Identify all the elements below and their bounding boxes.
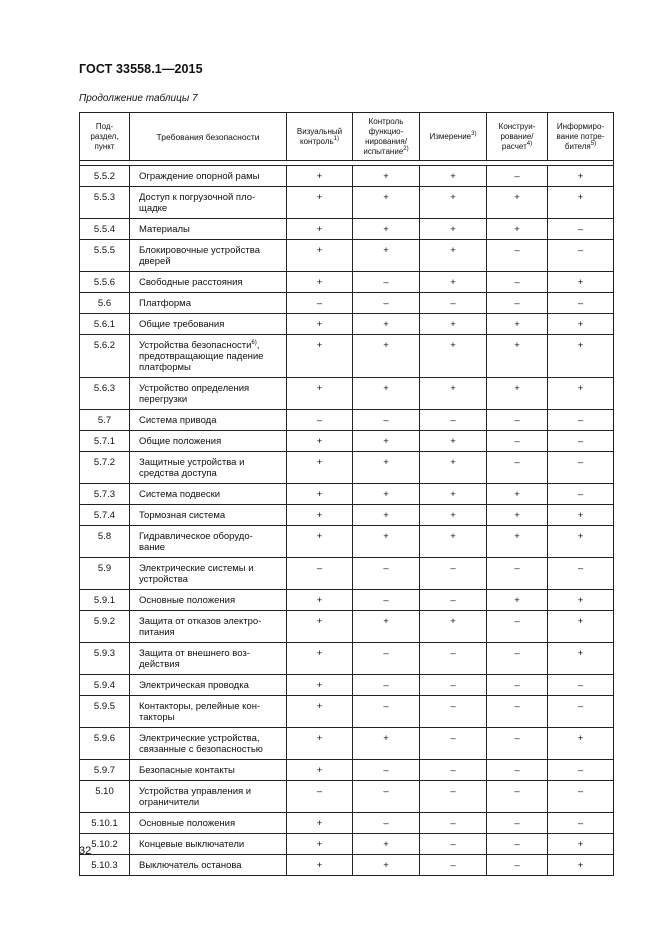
visual-mark: + (287, 314, 353, 335)
requirement-text (130, 675, 287, 696)
function-mark: + (353, 166, 420, 187)
requirement-line: дверей (139, 256, 171, 267)
function-mark: – (353, 558, 420, 590)
measure-mark: – (420, 781, 487, 813)
requirement-line: устройства (139, 574, 188, 585)
design-mark: + (487, 590, 548, 611)
function-mark: + (353, 855, 420, 876)
requirement-line: Основные положения (139, 818, 236, 829)
design-mark: + (487, 314, 548, 335)
design-mark: – (487, 855, 548, 876)
visual-mark: + (287, 526, 353, 558)
function-mark: + (353, 526, 420, 558)
section-number: 5.6 (80, 293, 130, 314)
requirement-text (130, 728, 287, 760)
info-mark: + (548, 166, 614, 187)
function-mark: – (353, 781, 420, 813)
design-mark: – (487, 813, 548, 834)
requirement-text (130, 240, 287, 272)
measure-mark: + (420, 611, 487, 643)
info-mark: – (548, 675, 614, 696)
function-mark: + (353, 240, 420, 272)
measure-mark: – (420, 813, 487, 834)
visual-mark: + (287, 728, 353, 760)
header-user-info: Информиро- вание потре- бителя$^{5)}$ (548, 113, 614, 161)
requirement-line: средства доступа (139, 468, 217, 479)
visual-mark: – (287, 781, 353, 813)
visual-mark: – (287, 293, 353, 314)
design-mark: + (487, 505, 548, 526)
requirement-line: Основные положения (139, 595, 236, 606)
visual-mark: + (287, 675, 353, 696)
info-mark: – (548, 431, 614, 452)
requirement-line: Блокировочные устройства (139, 245, 260, 256)
table-row (80, 590, 614, 611)
table-row (80, 431, 614, 452)
requirement-line: Общие требования (139, 319, 225, 330)
requirement-text (130, 272, 287, 293)
measure-mark: + (420, 240, 487, 272)
section-number: 5.7.4 (80, 505, 130, 526)
design-mark: + (487, 378, 548, 410)
table-row (80, 855, 614, 876)
measure-mark: + (420, 378, 487, 410)
requirement-line: Ограждение опорной рамы (139, 171, 260, 182)
info-mark: + (548, 187, 614, 219)
table-row (80, 558, 614, 590)
function-mark: – (353, 272, 420, 293)
info-mark: – (548, 452, 614, 484)
function-mark: + (353, 335, 420, 378)
table-row (80, 675, 614, 696)
table-row (80, 314, 614, 335)
requirement-line: предотвращающие падение (139, 351, 264, 362)
info-mark: – (548, 293, 614, 314)
design-mark: – (487, 240, 548, 272)
function-mark: – (353, 813, 420, 834)
function-mark: – (353, 675, 420, 696)
info-mark: + (548, 590, 614, 611)
requirement-text (130, 484, 287, 505)
requirement-line: Система привода (139, 415, 217, 426)
header-design-calc: Конструи- рование/ расчет$^{4)}$ (487, 113, 548, 161)
info-mark: – (548, 760, 614, 781)
measure-mark: + (420, 166, 487, 187)
function-mark: – (353, 643, 420, 675)
table-row (80, 781, 614, 813)
info-mark: – (548, 484, 614, 505)
section-number: 5.7.2 (80, 452, 130, 484)
requirement-line: Защита от отказов электро- (139, 616, 262, 627)
table-header (80, 113, 614, 166)
measure-mark: – (420, 590, 487, 611)
visual-mark: + (287, 219, 353, 240)
requirement-line: Свободные расстояния (139, 277, 243, 288)
requirement-line: Система подвески (139, 489, 221, 500)
requirement-line: платформы (139, 362, 191, 373)
measure-mark: + (420, 452, 487, 484)
visual-mark: + (287, 760, 353, 781)
function-mark: + (353, 378, 420, 410)
info-mark: + (548, 643, 614, 675)
measure-mark: – (420, 834, 487, 855)
section-number: 5.9.4 (80, 675, 130, 696)
requirement-line: Устройства управления и (139, 786, 252, 797)
function-mark: + (353, 484, 420, 505)
requirement-text (130, 505, 287, 526)
visual-mark: + (287, 272, 353, 293)
function-mark: – (353, 590, 420, 611)
visual-mark: + (287, 611, 353, 643)
header-measurement: Измерение$^{3)}$ (420, 113, 487, 161)
header-function-test: Контроль функцио- нирования/ испытание$^{2)}$ (353, 113, 420, 161)
design-mark: + (487, 219, 548, 240)
function-mark: + (353, 611, 420, 643)
visual-mark: + (287, 187, 353, 219)
footnote-marker: 6) (251, 340, 257, 346)
visual-mark: – (287, 410, 353, 431)
section-number: 5.10.2 (80, 834, 130, 855)
function-mark: – (353, 410, 420, 431)
table-row (80, 293, 614, 314)
visual-mark: + (287, 813, 353, 834)
design-mark: – (487, 675, 548, 696)
measure-mark: + (420, 526, 487, 558)
requirement-text (130, 452, 287, 484)
info-mark: – (548, 219, 614, 240)
section-number: 5.8 (80, 526, 130, 558)
info-mark: + (548, 526, 614, 558)
table-row (80, 728, 614, 760)
measure-mark: – (420, 675, 487, 696)
design-mark: + (487, 526, 548, 558)
requirement-line: действия (139, 659, 180, 670)
table-row (80, 219, 614, 240)
visual-mark: + (287, 590, 353, 611)
section-number: 5.6.1 (80, 314, 130, 335)
requirement-line: Защитные устройства и (139, 457, 245, 468)
section-number: 5.10.1 (80, 813, 130, 834)
table-row (80, 187, 614, 219)
requirement-line: Электрическая проводка (139, 680, 249, 691)
design-mark: – (487, 410, 548, 431)
design-mark: + (487, 335, 548, 378)
visual-mark: + (287, 505, 353, 526)
design-mark: – (487, 272, 548, 293)
section-number: 5.7 (80, 410, 130, 431)
measure-mark: + (420, 219, 487, 240)
design-mark: + (487, 484, 548, 505)
section-number: 5.6.3 (80, 378, 130, 410)
requirement-line: Концевые выключатели (139, 839, 245, 850)
section-number: 5.7.1 (80, 431, 130, 452)
visual-mark: + (287, 240, 353, 272)
measure-mark: – (420, 696, 487, 728)
section-number: 5.9.1 (80, 590, 130, 611)
design-mark: – (487, 452, 548, 484)
design-mark: – (487, 760, 548, 781)
design-mark: – (487, 834, 548, 855)
section-number: 5.10.3 (80, 855, 130, 876)
visual-mark: + (287, 834, 353, 855)
measure-mark: + (420, 505, 487, 526)
header-requirements: Требования безопасности (130, 113, 287, 161)
measure-mark: + (420, 484, 487, 505)
table-row (80, 452, 614, 484)
function-mark: + (353, 187, 420, 219)
measure-mark: – (420, 558, 487, 590)
design-mark: – (487, 166, 548, 187)
page-number: 32 (79, 845, 92, 857)
section-number: 5.9.6 (80, 728, 130, 760)
function-mark: – (353, 696, 420, 728)
info-mark: – (548, 558, 614, 590)
visual-mark: + (287, 431, 353, 452)
info-mark: – (548, 410, 614, 431)
info-mark: + (548, 611, 614, 643)
requirement-text (130, 643, 287, 675)
function-mark: + (353, 314, 420, 335)
visual-mark: + (287, 378, 353, 410)
requirement-line: Материалы (139, 224, 190, 235)
requirement-line: Электрические устройства, (139, 733, 260, 744)
table-row (80, 526, 614, 558)
section-number: 5.9.3 (80, 643, 130, 675)
design-mark: – (487, 643, 548, 675)
function-mark: + (353, 728, 420, 760)
table-row (80, 410, 614, 431)
measure-mark: + (420, 187, 487, 219)
requirement-line: Общие положения (139, 436, 222, 447)
requirement-line: Устройства безопасности (139, 340, 252, 351)
info-mark: + (548, 834, 614, 855)
requirement-text (130, 781, 287, 813)
requirement-text (130, 760, 287, 781)
requirement-line: Тормозная система (139, 510, 226, 521)
requirement-text (130, 855, 287, 876)
requirement-line: Контакторы, релейные кон- (139, 701, 261, 712)
function-mark: + (353, 452, 420, 484)
requirement-text (130, 696, 287, 728)
table-row (80, 335, 614, 378)
section-number: 5.9 (80, 558, 130, 590)
info-mark: + (548, 335, 614, 378)
info-mark: + (548, 728, 614, 760)
function-mark: – (353, 293, 420, 314)
visual-mark: + (287, 696, 353, 728)
table-row (80, 760, 614, 781)
table-row (80, 240, 614, 272)
function-mark: + (353, 431, 420, 452)
visual-mark: + (287, 452, 353, 484)
requirement-text (130, 378, 287, 410)
section-number: 5.5.6 (80, 272, 130, 293)
visual-mark: – (287, 558, 353, 590)
requirement-line: ограничители (139, 797, 200, 808)
visual-mark: + (287, 855, 353, 876)
design-mark: – (487, 696, 548, 728)
requirements-table-container (79, 112, 613, 876)
table-row (80, 505, 614, 526)
requirement-line: такторы (139, 712, 175, 723)
requirement-text (130, 813, 287, 834)
requirement-line: Доступ к погрузочной пло- (139, 192, 256, 203)
requirement-line: Защита от внешнего воз- (139, 648, 250, 659)
measure-mark: – (420, 855, 487, 876)
section-number: 5.5.5 (80, 240, 130, 272)
info-mark: – (548, 240, 614, 272)
design-mark: – (487, 611, 548, 643)
visual-mark: + (287, 166, 353, 187)
requirement-line: вание (139, 542, 166, 553)
requirement-line: перегрузки (139, 394, 188, 405)
section-number: 5.9.2 (80, 611, 130, 643)
design-mark: – (487, 293, 548, 314)
table-row (80, 834, 614, 855)
requirement-text (130, 558, 287, 590)
info-mark: – (548, 781, 614, 813)
design-mark: – (487, 781, 548, 813)
measure-mark: + (420, 335, 487, 378)
visual-mark: + (287, 484, 353, 505)
section-number: 5.6.2 (80, 335, 130, 378)
section-number: 5.5.2 (80, 166, 130, 187)
function-mark: – (353, 760, 420, 781)
safety-requirements-table (79, 112, 614, 876)
document-standard-header: ГОСТ 33558.1—2015 (79, 62, 203, 76)
measure-mark: + (420, 272, 487, 293)
requirement-line: Платформа (139, 298, 191, 309)
requirement-text (130, 611, 287, 643)
design-mark: – (487, 431, 548, 452)
header-visual-control: Визуальный контроль$^{1)}$ (287, 113, 353, 161)
info-mark: + (548, 314, 614, 335)
section-number: 5.7.3 (80, 484, 130, 505)
info-mark: + (548, 855, 614, 876)
requirement-text (130, 219, 287, 240)
measure-mark: – (420, 643, 487, 675)
requirement-text (130, 590, 287, 611)
requirement-text (130, 314, 287, 335)
info-mark: + (548, 505, 614, 526)
table-row (80, 813, 614, 834)
requirement-line: щадке (139, 203, 168, 214)
info-mark: + (548, 378, 614, 410)
requirement-text (130, 293, 287, 314)
requirement-line: Устройство определения (139, 383, 250, 394)
info-mark: – (548, 813, 614, 834)
requirement-text (130, 834, 287, 855)
requirement-line: Гидравлическое оборудо- (139, 531, 253, 542)
visual-mark: + (287, 643, 353, 675)
requirement-line: Выключатель останова (139, 860, 242, 871)
function-mark: + (353, 834, 420, 855)
requirement-text: Устройства безопасности$^{6)}$, предотвращающие падение платформы (130, 335, 287, 378)
measure-mark: – (420, 728, 487, 760)
design-mark: – (487, 728, 548, 760)
requirement-text (130, 431, 287, 452)
section-number: 5.5.4 (80, 219, 130, 240)
info-mark: + (548, 272, 614, 293)
table-row (80, 696, 614, 728)
visual-mark: + (287, 335, 353, 378)
requirement-line: связанные с безопасностью (139, 744, 263, 755)
table-row (80, 611, 614, 643)
function-mark: + (353, 219, 420, 240)
section-number: 5.9.5 (80, 696, 130, 728)
table-row (80, 166, 614, 187)
requirement-line: Электрические системы и (139, 563, 254, 574)
table-row (80, 484, 614, 505)
requirement-text (130, 526, 287, 558)
table-row (80, 378, 614, 410)
measure-mark: + (420, 314, 487, 335)
measure-mark: + (420, 431, 487, 452)
section-number: 5.9.7 (80, 760, 130, 781)
design-mark: – (487, 558, 548, 590)
measure-mark: – (420, 410, 487, 431)
requirement-text (130, 187, 287, 219)
requirement-line: питания (139, 627, 175, 638)
measure-mark: – (420, 293, 487, 314)
table-caption: Продолжение таблицы 7 (79, 93, 198, 104)
requirement-text (130, 166, 287, 187)
section-number: 5.10 (80, 781, 130, 813)
measure-mark: – (420, 760, 487, 781)
table-body (80, 166, 614, 876)
requirement-line: Безопасные контакты (139, 765, 235, 776)
function-mark: + (353, 505, 420, 526)
requirement-text (130, 410, 287, 431)
section-number: 5.5.3 (80, 187, 130, 219)
header-section: Под- раздел, пункт (80, 113, 130, 161)
table-row (80, 272, 614, 293)
info-mark: – (548, 696, 614, 728)
table-row (80, 643, 614, 675)
design-mark: + (487, 187, 548, 219)
